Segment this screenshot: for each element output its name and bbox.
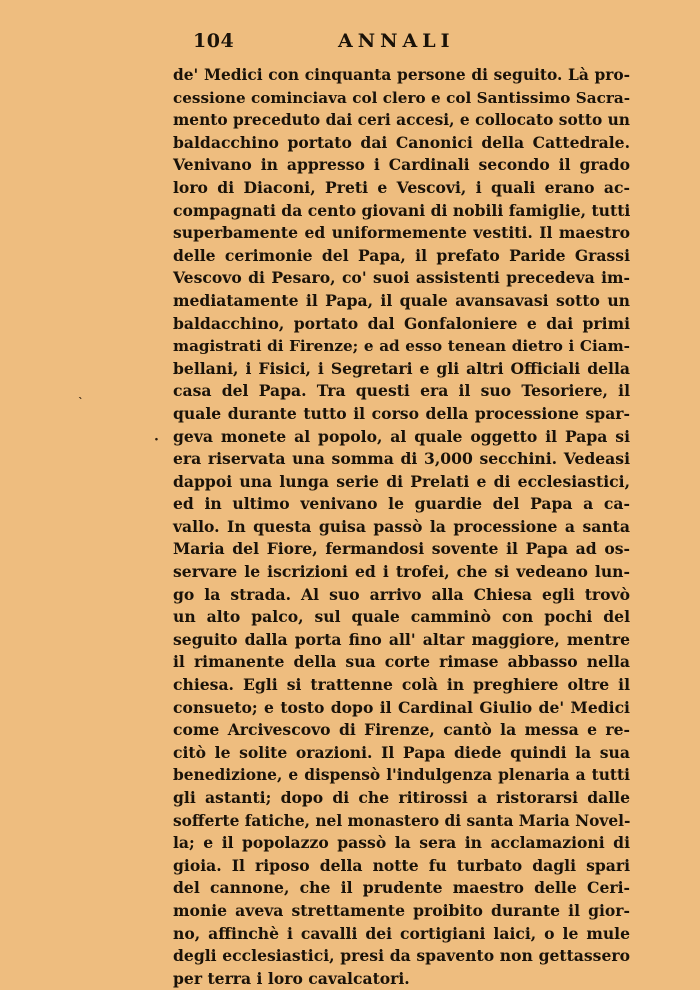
text-line: ed in ultimo venivano le guardie del Papa a ca- <box>173 494 630 514</box>
text-line: quale durante tutto il corso della processione spar- <box>173 403 630 423</box>
text-line: mediatamente il Papa, il quale avansavasi sotto un <box>173 290 630 310</box>
text-line: era riservata una somma di 3,000 secchini. Vedeasi <box>173 449 630 469</box>
margin-mark: ` <box>78 396 84 409</box>
text-line: del cannone, che il prudente maestro delle Ceri- <box>173 878 630 898</box>
text-line: casa del Papa. Tra questi era il suo Tesoriere, il <box>173 381 630 401</box>
text-line: loro di Diaconi, Preti e Vescovi, i quali erano ac- <box>173 177 630 197</box>
text-line: geva monete al popolo, al quale oggetto il Papa si <box>173 426 630 446</box>
text-line: servare le iscrizioni ed i trofei, che si vedeano lun- <box>173 562 630 582</box>
body-text <box>173 64 630 990</box>
text-line: baldacchino, portato dal Gonfaloniere e dai primi <box>173 313 630 333</box>
text-line: de' Medici con cinquanta persone di seguito. Là pro- <box>173 66 630 84</box>
text-line: vallo. In questa guisa passò la processione a santa <box>173 516 630 536</box>
text-line: la; e il popolazzo passò la sera in acclamazioni di <box>173 833 630 853</box>
text-line: baldacchino portato dai Canonici della Cattedrale. <box>173 132 630 152</box>
text-line: benedizione, e dispensò l'indulgenza plenaria a tutti <box>173 766 630 785</box>
text-line: consueto; e tosto dopo il Cardinal Giulio de' Medici <box>173 697 630 717</box>
text-line: Venivano in appresso i Cardinali secondo il grado <box>173 155 630 175</box>
text-line: seguito dalla porta fino all' altar maggiore, mentre <box>173 629 630 649</box>
text-line: il rimanente della sua corte rimase abbasso nella <box>173 652 630 672</box>
text-line: go la strada. Al suo arrivo alla Chiesa egli trovò <box>173 584 630 604</box>
text-line: Vescovo di Pesaro, co' suoi assistenti precedeva im- <box>173 268 630 288</box>
page-number: 104 <box>193 30 235 52</box>
text-line: degli ecclesiastici, presi da spavento non gettassero <box>173 946 630 966</box>
text-line: gli astanti; dopo di che ritirossi a ristorarsi dalle <box>173 788 630 807</box>
text-line: gioia. Il riposo della notte fu turbato dagli spari <box>173 855 630 875</box>
text-line: dappoi una lunga serie di Prelati e di ecclesiastici, <box>173 471 630 491</box>
running-title: ANNALI <box>338 30 455 52</box>
text-line: magistrati di Firenze; e ad esso tenean dietro i Ciam- <box>173 337 630 356</box>
text-line: bellani, i Fisici, i Segretari e gli altri Officiali della <box>173 358 630 378</box>
text-line: cessione cominciava col clero e col Santissimo Sacra- <box>173 88 630 107</box>
text-line: delle cerimonie del Papa, il prefato Paride Grassi <box>173 245 630 265</box>
margin-mark: · <box>154 432 159 448</box>
text-line: superbamente ed uniformemente vestiti. Il maestro <box>173 223 630 243</box>
text-line: citò le solite orazioni. Il Papa diede quindi la sua <box>173 742 630 762</box>
text-line: monie aveva strettamente proibito durante il gior- <box>173 900 630 920</box>
text-line: mento preceduto dai ceri accesi, e collocato sotto un <box>173 111 630 130</box>
text-line: sofferte fatiche, nel monastero di santa Maria Novel- <box>173 811 631 830</box>
text-line: no, affinchè i cavalli dei cortigiani laici, o le mule <box>173 923 630 943</box>
text-line: come Arcivescovo di Firenze, cantò la messa e re- <box>173 720 630 740</box>
text-line: per terra i loro cavalcatori. <box>173 968 410 988</box>
text-line: un alto palco, sul quale camminò con pochi del <box>173 607 630 627</box>
page-header <box>0 30 700 56</box>
text-line: compagnati da cento giovani di nobili famiglie, tutti <box>173 200 631 220</box>
text-line: Maria del Fiore, fermandosi sovente il Papa ad os- <box>173 539 630 559</box>
text-line: chiesa. Egli si trattenne colà in preghiere oltre il <box>173 675 630 695</box>
